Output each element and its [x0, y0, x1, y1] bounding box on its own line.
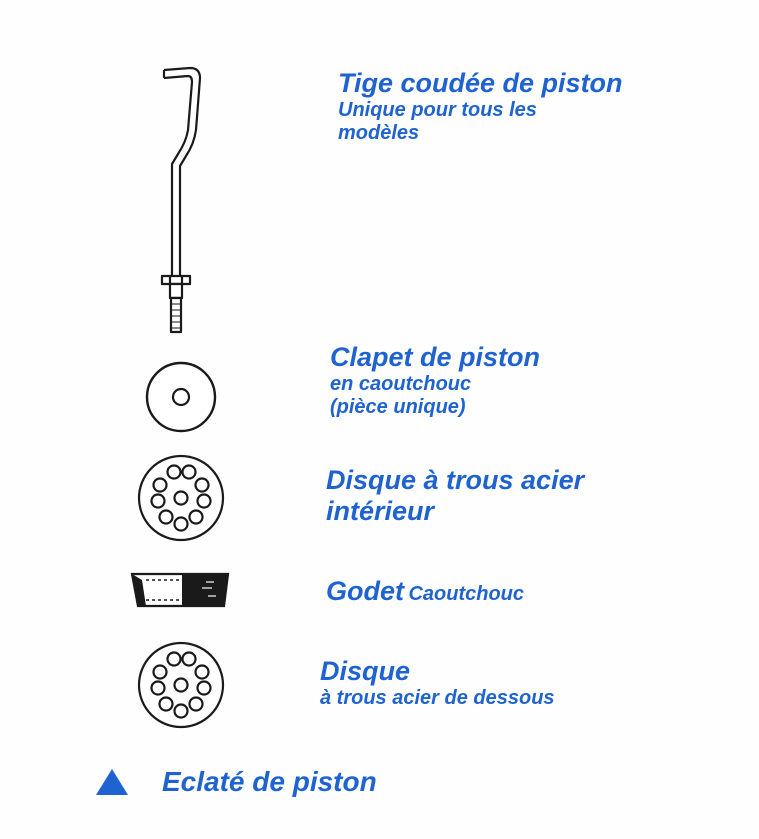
interior-disc-label [326, 465, 584, 527]
piston-valve-subtitle-line1: en caoutchouc [330, 373, 472, 396]
perforated-disc-interior-icon [136, 453, 226, 543]
bottom-disc-label [320, 656, 555, 710]
piston-rod-label [338, 68, 623, 145]
piston-rod-title: Tige coudée de piston [338, 68, 623, 98]
bottom-disc-title: Disque [320, 656, 411, 686]
diagram-caption [96, 762, 377, 802]
rubber-cup-label [326, 576, 524, 607]
piston-valve-title: Clapet de piston [330, 342, 541, 372]
perforated-disc-bottom-icon [136, 640, 226, 730]
bottom-disc-subtitle: à trous acier de dessous [320, 687, 555, 710]
caption-text: Eclaté de piston [162, 766, 377, 797]
rubber-cup-icon [128, 568, 232, 610]
interior-disc-title-line2: intérieur [326, 496, 435, 527]
triangle-marker-icon [96, 769, 128, 795]
piston-valve-washer-icon [144, 360, 218, 434]
bent-piston-rod-icon [150, 60, 220, 340]
piston-rod-subtitle-line1: Unique pour tous les [338, 99, 537, 122]
interior-disc-title-line1: Disque à trous acier [326, 465, 585, 495]
rubber-cup-title: Godet [326, 576, 404, 606]
rubber-cup-title-suffix: Caoutchouc [408, 583, 525, 605]
piston-valve-label [330, 342, 540, 419]
piston-valve-subtitle-line2: (pièce unique) [330, 396, 466, 419]
piston-rod-subtitle-line2: modèles [338, 122, 420, 145]
